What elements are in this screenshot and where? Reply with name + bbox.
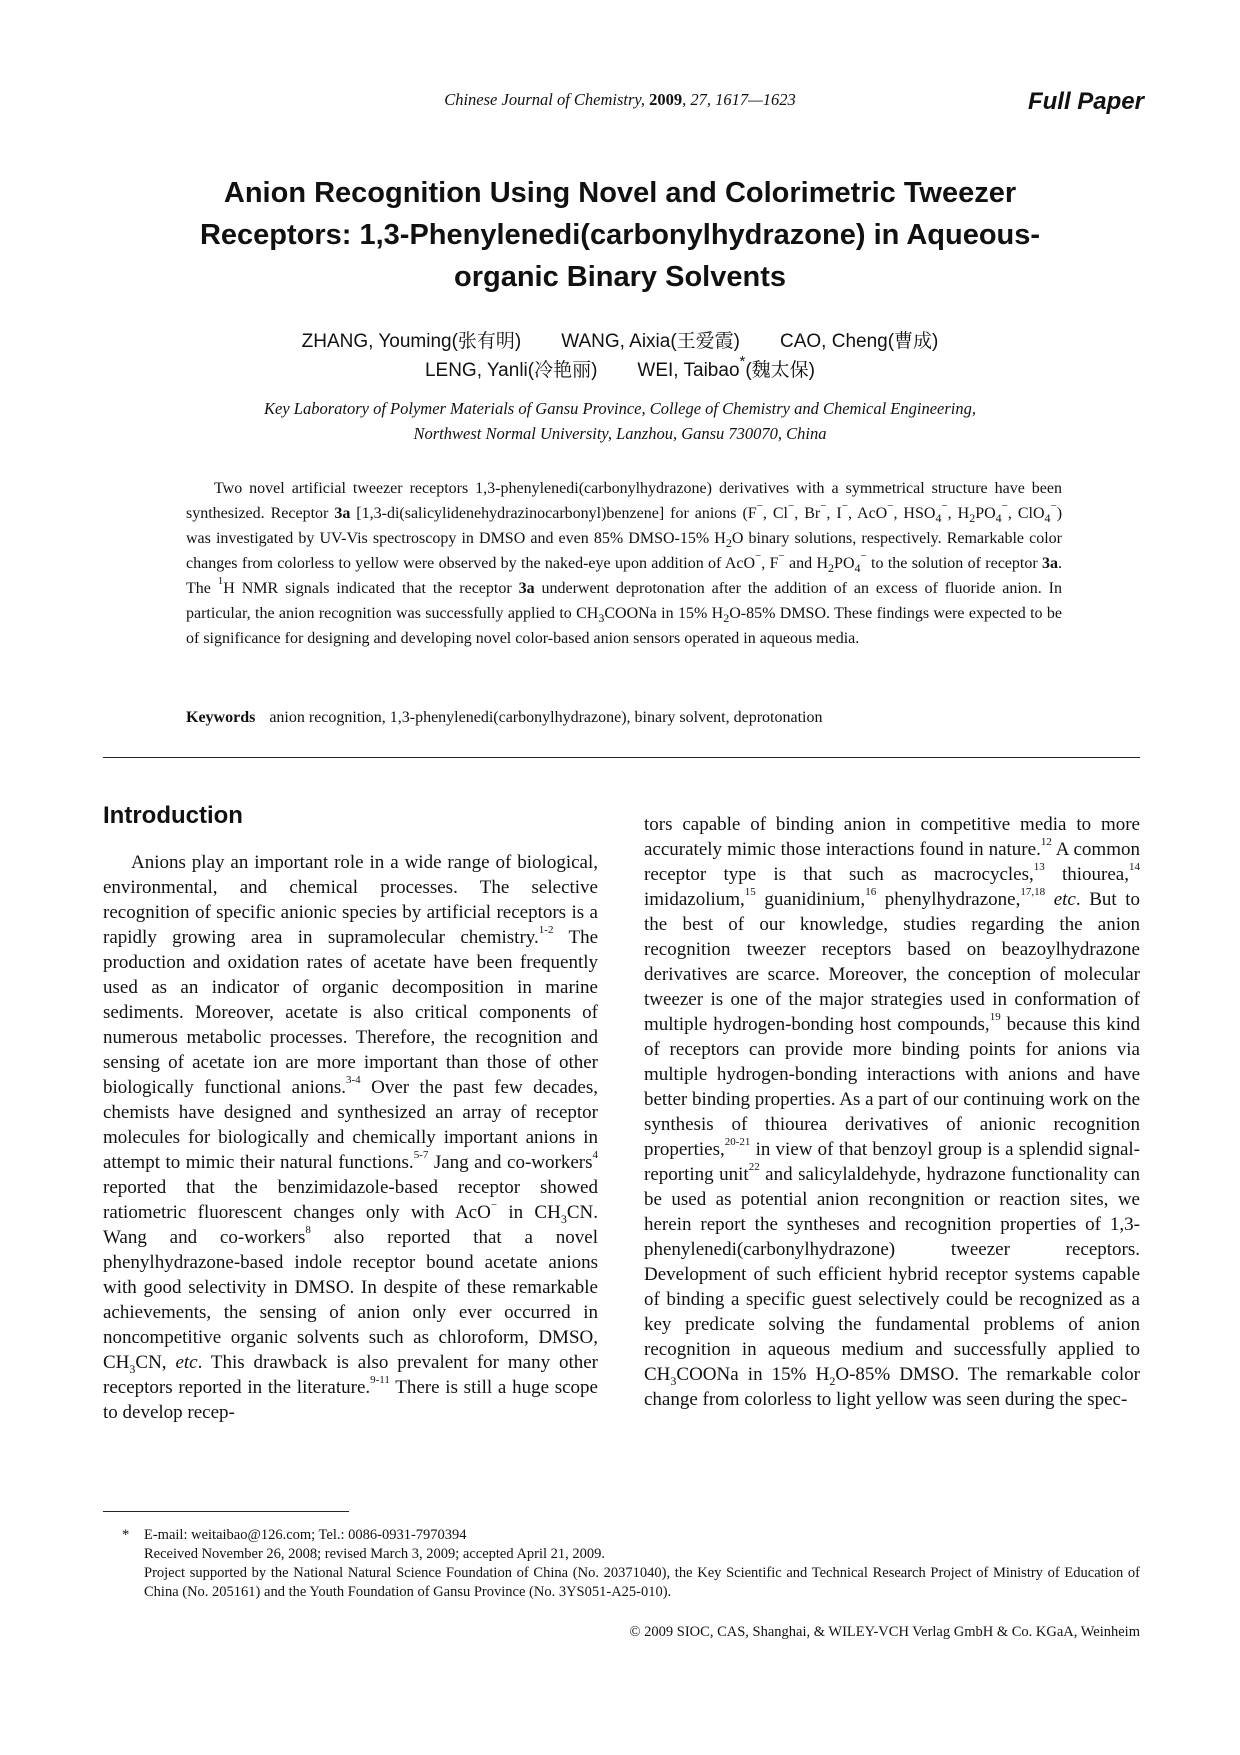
footnote-divider (103, 1511, 349, 1512)
paper-title: Anion Recognition Using Novel and Colorimetric Tweezer Receptors: 1,3-Phenylenedi(carbonylhydrazone) in Aqueous-organic Binary Solvents (199, 177, 1041, 293)
introduction-right-column: tors capable of binding anion in competitive media to more accurately mimic those interactions found in nature.$^{12}$ A common receptor type is that such as macrocycles,$^{13}$ thiourea,$^{14}$ imidazolium,$^{15}$ guanidinium,$^{16}$ phenylhydrazone,$^{17,18}$ etc. But to the best of our knowledge, studies regarding the anion recognition tweezer receptors based on beazoylhydrazone derivatives are scarce. Moreover, the conception of molecular tweezer is one of the major strategies used in conformation of multiple hydrogen-bonding host compounds,$^{19}$ because this kind of receptors can provide more binding points for anions via multiple hydrogen-bonding interactions with anions and have better binding properties. As a part of our continuing work on the synthesis of thiourea derivatives of anionic recognition properties,$^{20-21}$ in view of that benzoyl group is a splendid signal-reporting unit$^{22}$ and salicylaldehyde, hydrazone functionality can be used as potential anion recongnition or reaction sites, we herein report the syntheses and recognition properties of 1,3-phenylenedi(carbonylhydrazone) tweezer receptors. Development of such efficient hybrid receptor systems capable of binding a specific guest selectively could be recognized as a key predicate solving the fundamental problems of anion recognition in aqueous medium and successfully applied to $CH_3COONa$ in 15% $H_2O-85\%$ DMSO. The remarkable color change from colorless to light yellow was seen during the spec- (644, 814, 1141, 1410)
footnote (122, 1526, 1140, 1602)
corresponding-author-mark: * (739, 352, 746, 370)
affiliation-line-1: Key Laboratory of Polymer Materials of Gansu Province, College of Chemistry and Chemical Engineering, (264, 399, 976, 418)
journal-citation: Chinese Journal of Chemistry, 2009, 27, 1617—1623 (444, 90, 796, 109)
journal-name: Chinese Journal of Chemistry (444, 90, 641, 109)
author-list (0, 327, 1240, 385)
footnote-funding: Project supported by the National Natural Science Foundation of China (No. 20371040), the Key Scientific and Technical Research Project of Ministry of Education of China (No. 205161) and the Youth Foundation of Gansu Province (No. 3YS051-A25-010). (144, 1565, 1140, 1600)
introduction-heading: Introduction (103, 802, 243, 829)
affiliation (150, 396, 1090, 446)
journal-volume: 27 (690, 90, 707, 109)
author-leng: LENG, Yanli(冷艳丽) (424, 360, 598, 381)
copyright: © 2009 SIOC, CAS, Shanghai, & WILEY-VCH Verlag GmbH & Co. KGaA, Weinheim (629, 1624, 1140, 1640)
footnote-received: Received November 26, 2008; revised March 3, 2009; accepted April 21, 2009. (144, 1546, 606, 1562)
header-divider (103, 757, 1140, 758)
keywords-label: Keywords (186, 709, 256, 726)
author-cao: CAO, Cheng(曹成) (780, 331, 939, 352)
abstract: Two novel artificial tweezer receptors 1,3-phenylenedi(carbonylhydrazone) derivatives with a symmetrical structure have been synthesized. Receptor 3a [1,3-di(salicylidenehydrazinocarbonyl)benzene] for anions (F−, Cl−, Br−, I−, AcO−, $HSO_4^-$, $H_2PO_4^-$, ClO$_4$−) was investigated by UV-Vis spectroscopy in DMSO and even 85% DMSO-15% $H_2O$ binary solutions, respectively. Remarkable color changes from colorless to yellow were observed by the naked-eye upon addition of AcO−, F− and $H_2PO_4^-$ to the solution of receptor 3a. The $^1$H NMR signals indicated that the receptor 3a underwent deprotonation after the addition of an excess of fluoride anion. In particular, the anion recognition was successfully applied to $CH_3COONa$ in 15% $H_2O-85\%$ DMSO. These findings were expected to be of significance for designing and developing novel color-based anion sensors operated in aqueous media. (186, 480, 1063, 647)
footnote-mark: * (122, 1527, 130, 1543)
keywords (186, 709, 1062, 727)
author-wei: WEI, Taibao*(魏太保) (637, 352, 816, 381)
keywords-text: anion recognition, 1,3-phenylenedi(carbonylhydrazone), binary solvent, deprotonation (269, 709, 823, 726)
introduction-left-column: Anions play an important role in a wide range of biological, environmental, and chemical processes. The selective recognition of specific anionic species by artificial receptors is a rapidly growing area in supramolecular chemistry.$^{1-2}$ The production and oxidation rates of acetate have been frequently used as an indicator of organic decomposition in marine sediments. Moreover, acetate is also critical components of numerous metabolic processes. Therefore, the recognition and sensing of acetate ion are more important than those of other biologically functional anions.$^{3-4}$ Over the past few decades, chemists have designed and synthesized an array of receptor molecules for biologically and chemically important anions in attempt to mimic their natural functions.$^{5-7}$ Jang and co-workers$^4$ reported that the benzimidazole-based receptor showed ratiometric fluorescent changes only with AcO− in $CH_3CN$. Wang and co-workers$^8$ also reported that a novel phenylhydrazone-based indole receptor bound acetate anions with good selectivity in DMSO. In despite of these remarkable achievements, the sensing of anion only ever occurred in noncompetitive organic solvents such as chloroform, DMSO, $CH_3CN$, etc. This drawback is also prevalent for many other receptors reported in the literature.$^{9-11}$ There is still a huge scope to develop recep- (103, 852, 599, 1423)
article-type: Full Paper (1027, 88, 1144, 115)
journal-pages: 1617—1623 (715, 90, 796, 109)
author-line-2 (0, 352, 1240, 385)
journal-year: 2009 (649, 90, 683, 109)
author-line-1 (0, 327, 1240, 356)
footnote-contact-line (122, 1526, 1140, 1545)
footnote-contact: E-mail: weitaibao@126.com; Tel.: 0086-0931-7970394 (144, 1527, 467, 1543)
author-wang: WANG, Aixia(王爱霞) (561, 331, 740, 352)
affiliation-line-2: Northwest Normal University, Lanzhou, Gansu 730070, China (413, 424, 827, 443)
author-zhang: ZHANG, Youming(张有明) (301, 331, 522, 352)
